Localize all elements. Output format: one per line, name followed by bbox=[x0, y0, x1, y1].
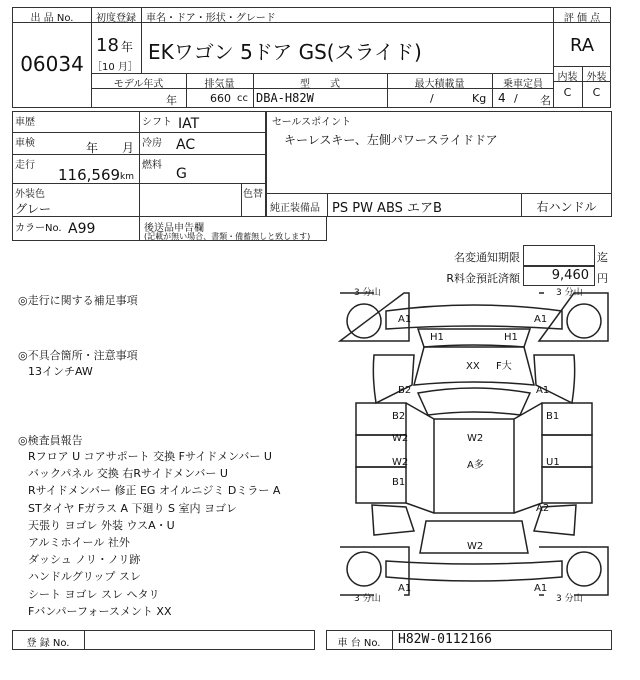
inspector-line: シート ヨゴレ スレ ヘタリ bbox=[28, 587, 160, 601]
mark-headlight-left: H1 bbox=[430, 332, 444, 343]
mark-left-rear-door: W2 bbox=[392, 457, 409, 468]
inspector-line: ダッシュ ノリ・ノリ跡 bbox=[28, 553, 141, 567]
mark-bottom-right: A1 bbox=[534, 583, 548, 594]
recycle-amount: 9,460 bbox=[551, 268, 589, 283]
mileage-label: 走行 bbox=[15, 160, 35, 171]
recycle-label: R料金預託済額 bbox=[446, 272, 520, 285]
mark-left-rear-door2: B1 bbox=[392, 477, 406, 488]
car-name: EKワゴン 5ドア GS(スライド) bbox=[148, 40, 422, 64]
score-label: 評 価 点 bbox=[563, 13, 601, 24]
inspector-line: 天張り ヨゴレ 外装 ウスA・U bbox=[28, 518, 175, 532]
sales-point-value: キーレスキー、左側パワースライドドア bbox=[284, 133, 498, 147]
model-year-unit: 年 bbox=[166, 94, 177, 107]
name-change-box bbox=[523, 245, 595, 266]
mark-right-front-door: B1 bbox=[546, 411, 560, 422]
mark-right-fender: A1 bbox=[536, 385, 550, 396]
shift-label: シフト bbox=[142, 117, 172, 128]
fuel-label: 燃料 bbox=[142, 160, 162, 171]
color-no-value: A99 bbox=[68, 221, 96, 237]
mileage-unit: km bbox=[120, 172, 134, 182]
ac-label: 冷房 bbox=[142, 138, 162, 149]
inspector-label: ◎検査員報告 bbox=[18, 434, 83, 447]
chassis-no: H82W-0112166 bbox=[398, 632, 492, 647]
model-year-label: モデル年式 bbox=[113, 79, 164, 90]
history-label: 車歴 bbox=[15, 117, 35, 128]
mark-right-rear: A2 bbox=[536, 503, 550, 514]
shift-value: IAT bbox=[178, 116, 200, 132]
defects-label: ◎不具合箇所・注意事項 bbox=[18, 349, 138, 362]
capacity-unit: 名 bbox=[540, 94, 551, 107]
mark-right-rear-door: U1 bbox=[546, 457, 560, 468]
reg-no-label: 登 録 No. bbox=[26, 638, 70, 649]
inspection-year: 年 bbox=[86, 141, 99, 155]
interior-label: 内装 bbox=[557, 72, 578, 83]
ac-value: AC bbox=[176, 137, 196, 153]
tire-rr-value: 3 分山 bbox=[556, 594, 583, 603]
mark-hood-xx: XX bbox=[466, 361, 480, 372]
exterior-color-label: 外装色 bbox=[15, 189, 45, 200]
mark-headlight-right: H1 bbox=[504, 332, 518, 343]
mark-left-fender: B2 bbox=[398, 385, 412, 396]
inspector-line: バックパネル 交換 右Rサイドメンバー U bbox=[28, 467, 228, 481]
equipment-value: PS PW ABS エアB bbox=[332, 201, 442, 216]
max-load-unit: Kg bbox=[472, 92, 487, 105]
lot-label: 出 品 No. bbox=[30, 13, 74, 24]
exterior-grade: C bbox=[592, 86, 601, 99]
chassis-label: 車 台 No. bbox=[337, 638, 381, 649]
mark-rear-glass: W2 bbox=[467, 541, 484, 552]
recycle-unit: 円 bbox=[597, 272, 608, 285]
inspector-line: アルミホイール 社外 bbox=[28, 536, 130, 549]
color-no-label: カラーNo. bbox=[15, 223, 62, 234]
inspector-line: STタイヤ Fガラス A 下廻り S 室内 ヨゴレ bbox=[28, 501, 237, 515]
displacement-value: 660 bbox=[210, 92, 231, 105]
color-change-label: 色替 bbox=[243, 189, 263, 200]
mark-roof-front: W2 bbox=[467, 433, 484, 444]
type-value: DBA-H82W bbox=[256, 91, 314, 105]
first-reg-label: 初度登録 bbox=[96, 13, 136, 24]
mark-hood-f: F大 bbox=[496, 361, 512, 372]
type-label: 型 式 bbox=[300, 79, 340, 90]
driving-notes-label: ◎走行に関する補足事項 bbox=[18, 294, 138, 307]
inspector-line: Rフロア U コアサポート 交換 Fサイドメンバー U bbox=[28, 450, 272, 463]
interior-grade: C bbox=[563, 86, 572, 99]
name-label: 車名・ドア・形状・グレード bbox=[146, 13, 276, 24]
inspector-line: Fバンパーフォースメント XX bbox=[28, 604, 172, 618]
mark-roof: A多 bbox=[467, 460, 484, 471]
inspection-month: 月 bbox=[122, 141, 135, 155]
mileage-value: 116,569 bbox=[58, 166, 121, 184]
displacement-label: 排気量 bbox=[204, 79, 235, 90]
name-change-unit: 迄 bbox=[597, 251, 608, 264]
name-change-label: 名変通知期限 bbox=[454, 251, 520, 264]
tire-fl-value: 3 分山 bbox=[354, 288, 381, 298]
capacity-label: 乗車定員 bbox=[503, 79, 543, 90]
exterior-color-value: グレー bbox=[15, 202, 52, 216]
defects-text: 13インチAW bbox=[28, 365, 93, 378]
first-reg-year-unit: 年 bbox=[121, 40, 134, 54]
tire-rl-value: 3 分山 bbox=[354, 594, 381, 603]
displacement-unit: cc bbox=[237, 93, 248, 104]
max-load-value: / bbox=[430, 92, 434, 105]
exterior-label: 外装 bbox=[586, 72, 607, 83]
mark-bottom-left: A1 bbox=[398, 583, 412, 594]
inspector-line: Rサイドメンバー 修正 EG オイルニジミ Dミラー A bbox=[28, 484, 281, 498]
capacity-sep: / bbox=[514, 92, 518, 105]
mark-left-front-door2: W2 bbox=[392, 433, 409, 444]
steering-value: 右ハンドル bbox=[536, 200, 597, 214]
first-reg-year: 18 bbox=[96, 35, 119, 56]
score-value: RA bbox=[569, 35, 595, 56]
aftermarket-label: 後送品申告欄 bbox=[144, 223, 204, 234]
inspection-label: 車検 bbox=[15, 138, 35, 149]
sales-point-label: セールスポイント bbox=[272, 117, 352, 128]
damage-diagram bbox=[334, 285, 614, 603]
mark-top-right: A1 bbox=[534, 314, 548, 325]
equipment-label: 純正装備品 bbox=[270, 203, 320, 214]
aftermarket-note: (記載が無い場合、書類・備蓄無しと致します) bbox=[144, 232, 311, 241]
mark-top-left: A1 bbox=[398, 314, 412, 325]
capacity-value: 4 bbox=[498, 91, 506, 105]
lot-number: 06034 bbox=[20, 52, 84, 76]
first-reg-month: ［10 月］ bbox=[92, 62, 138, 73]
max-load-label: 最大積載量 bbox=[414, 79, 465, 90]
fuel-value: G bbox=[176, 166, 187, 182]
inspector-line: ハンドルグリップ スレ bbox=[28, 570, 141, 584]
mark-left-front-door: B2 bbox=[392, 411, 406, 422]
tire-fr-value: 3 分山 bbox=[556, 288, 583, 298]
